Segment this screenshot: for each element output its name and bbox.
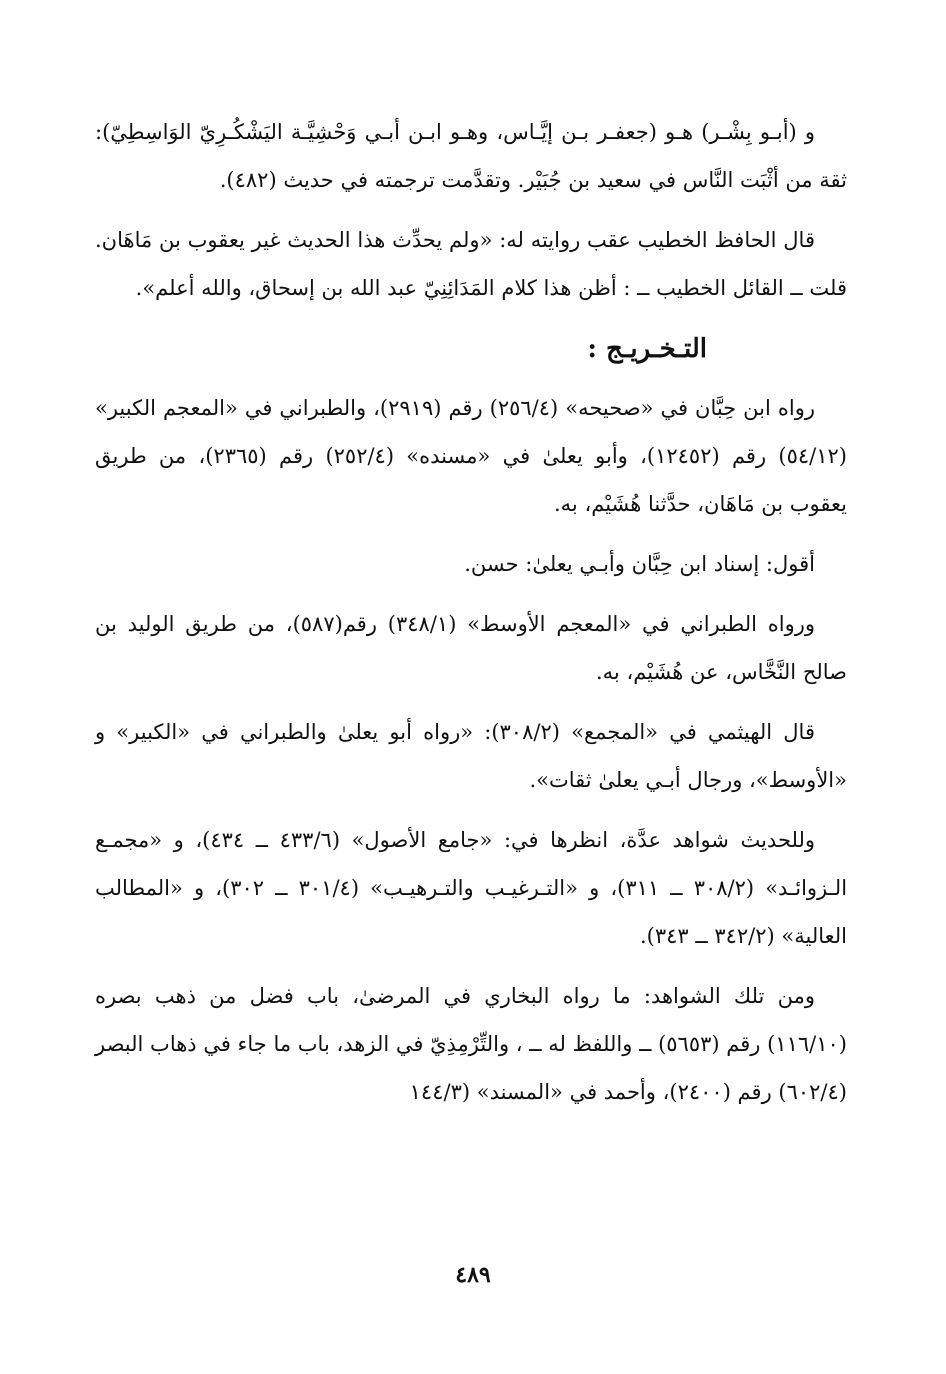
paragraph-haythami: قال الهيثمي في «المجمع» (٣٠٨/٢): «رواه أبو يعلىٰ والطبراني في «الكبير» و «الأوسط»، ورجال أبـي يعلىٰ ثقات». xyxy=(95,720,847,792)
paragraph-ibn-hibban: رواه ابن حِبَّان في «صحيحه» (٢٥٦/٤) رقم (٢٩١٩)، والطبراني في «المعجم الكبير» (٥٤/١٢) رقم (١٢٤٥٢)، وأبو يعلىٰ في «مسنده» (٢٥٢/٤) رقم (٢٣٦٥)، من طريق يعقوب بن مَاهَان، حدَّثنا هُشَيْم، به. xyxy=(95,396,847,516)
paragraph-bukhari: ومن تلك الشواهد: ما رواه البخاري في المرضىٰ، باب فضل من ذهب بصره (١١٦/١٠) رقم (٥٦٥٣) ــ واللفظ له ــ ، والتِّرْمِذِيّ في الزهد، باب ما جاء في ذهاب البصر (٦٠٢/٤) رقم (٢٤٠٠)، وأحمد في «المسند» (١٤٤/٣ xyxy=(95,984,847,1104)
page-number: ٤٨٩ xyxy=(455,1262,491,1288)
paragraph-tabarani-awsat: ورواه الطبراني في «المعجم الأوسط» (٣٤٨/١) رقم(٥٨٧)، من طريق الوليد بن صالح النَّخَّاس، عن هُشَيْم، به. xyxy=(95,612,847,684)
paragraph-khatib-quote: قال الحافظ الخطيب عقب روايته له: «ولم يحدِّث هذا الحديث غير يعقوب بن مَاهَان. قلت ــ القائل الخطيب ــ : أظن هذا كلام المَدَائِنِيّ عبد الله بن إسحاق، والله أعلم». xyxy=(95,228,847,300)
paragraph-shawahid: وللحديث شواهد عدَّة، انظرها في: «جامع الأصول» (٤٣٣/٦ ــ ٤٣٤)، و «مجمـع الـزوائـد» (٣٠٨/٢ ــ ٣١١)، و «التـرغيـب والتـرهيـب» (٣٠١/٤ ــ ٣٠٢)، و «المطالب العالية» (٣٤٢/٢ ــ ٣٤٣). xyxy=(95,828,848,948)
page-body xyxy=(95,108,847,1128)
section-heading-takhrij: التـخـريـج : xyxy=(587,334,707,364)
paragraph-aqul: أقول: إسناد ابن حِبَّان وأبـي يعلىٰ: حسن. xyxy=(464,552,815,576)
paragraph-abu-bishr: و (أبـو بِشْـر) هـو (جعفـر بـن إيَّـاس، وهـو ابـن أبـي وَحْشِيَّـة اليَشْكُـرِيّ الوَاسِطِيّ): ثقة من أثْبَت النَّاس في سعيد بن جُبَيْر. وتقدَّمت ترجمته في حديث (٤٨٢). xyxy=(95,120,847,192)
